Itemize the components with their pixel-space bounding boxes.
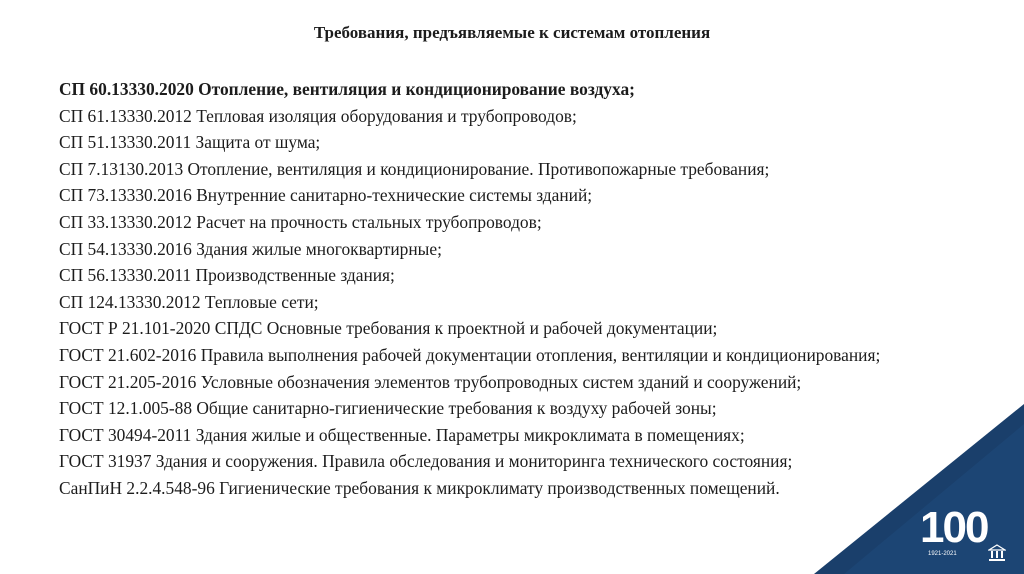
norms-list (59, 76, 880, 502)
norm-item: ГОСТ 21.205-2016 Условные обозначения элементов трубопроводных систем зданий и сооружений; (59, 371, 802, 392)
norm-item: ГОСТ 12.1.005-88 Общие санитарно-гигиенические требования к воздуху рабочей зоны; (59, 398, 717, 419)
norm-item: СП 73.13330.2016 Внутренние санитарно-технические системы зданий; (59, 185, 593, 206)
anniversary-number: 100 (920, 503, 988, 552)
norm-item: СП 54.13330.2016 Здания жилые многоквартирные; (59, 238, 442, 259)
norm-item: СП 60.13330.2020 Отопление, вентиляция и кондиционирование воздуха; (59, 79, 635, 99)
norm-item: ГОСТ 30494-2011 Здания жилые и общественные. Параметры микроклимата в помещениях; (59, 424, 745, 445)
norm-item: СанПиН 2.2.4.548-96 Гигиенические требования к микроклимату производственных помещений. (59, 477, 780, 498)
norm-item: СП 33.13330.2012 Расчет на прочность стальных трубопроводов; (59, 211, 542, 232)
norm-item: ГОСТ Р 21.101-2020 СПДС Основные требования к проектной и рабочей документации; (59, 318, 718, 339)
anniversary-badge (920, 503, 1012, 566)
norm-item: ГОСТ 21.602-2016 Правила выполнения рабочей документации отопления, вентиляции и кондиционирования; (59, 344, 881, 365)
norm-item: СП 51.13330.2011 Защита от шума; (59, 132, 321, 153)
norm-item: СП 124.13330.2012 Тепловые сети; (59, 291, 319, 312)
norm-item: СП 61.13330.2012 Тепловая изоляция оборудования и трубопроводов; (59, 105, 577, 126)
norm-item: ГОСТ 31937 Здания и сооружения. Правила обследования и мониторинга технического состояния; (59, 451, 793, 472)
slide-title: Требования, предъявляемые к системам отопления (313, 23, 711, 42)
norm-item: СП 7.13130.2013 Отопление, вентиляция и кондиционирование. Противопожарные требования; (59, 158, 770, 179)
anniversary-years: 1921-2021 (928, 551, 957, 557)
university-building-icon (988, 544, 1006, 562)
norm-item: СП 56.13330.2011 Производственные здания; (59, 265, 395, 286)
